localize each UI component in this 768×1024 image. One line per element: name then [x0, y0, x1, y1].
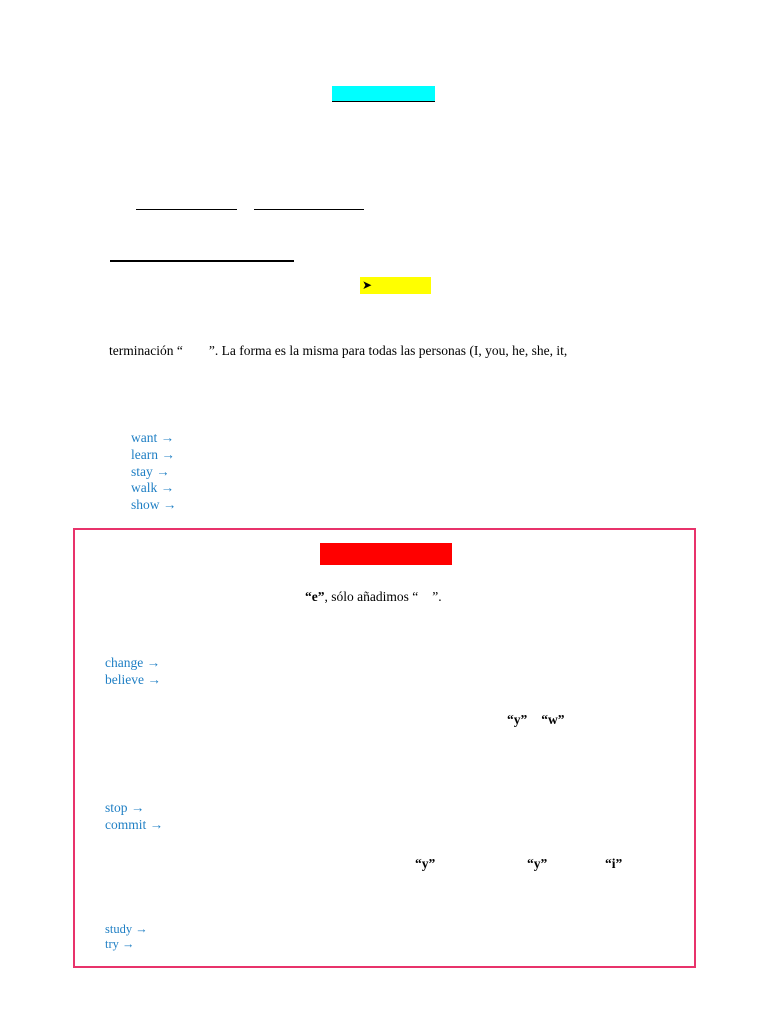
list-item: try → [105, 936, 135, 951]
bullet-highlight [360, 277, 431, 294]
list-item: learn → [131, 446, 175, 462]
list-item: walk → [131, 480, 175, 496]
rule-y-word-1: “y” [415, 856, 436, 871]
list-item: change → [105, 655, 161, 670]
box-title-highlight [320, 543, 452, 565]
rule-yw-line: “y” “w” [507, 712, 565, 727]
title-highlight [332, 86, 435, 101]
list-item: show → [131, 497, 177, 513]
list-item: commit → [105, 816, 164, 832]
list-item: study → [105, 922, 148, 936]
title-underline [332, 101, 435, 102]
blank-underline-1 [136, 209, 237, 210]
list-item: stop → [105, 800, 145, 815]
rule-i-word: “i” [605, 856, 623, 871]
blank-underline-2 [254, 209, 364, 210]
rule-y-word-2: “y” [527, 856, 548, 871]
regular-examples-list [131, 430, 176, 514]
y-examples-list [105, 922, 148, 952]
arrow-bullet-icon: ➤ [362, 278, 373, 292]
list-item: believe → [105, 671, 161, 687]
e-examples-list [105, 655, 161, 689]
section-underline [110, 260, 294, 262]
double-consonant-examples-list [105, 800, 163, 834]
intro-line: terminación “ ”. La forma es la misma para todas las personas (I, you, he, she, it, [109, 343, 568, 358]
list-item: stay → [131, 463, 170, 479]
rule-e-line: “e”, sólo añadimos “ ”. [305, 589, 442, 604]
list-item: want → [131, 430, 175, 445]
